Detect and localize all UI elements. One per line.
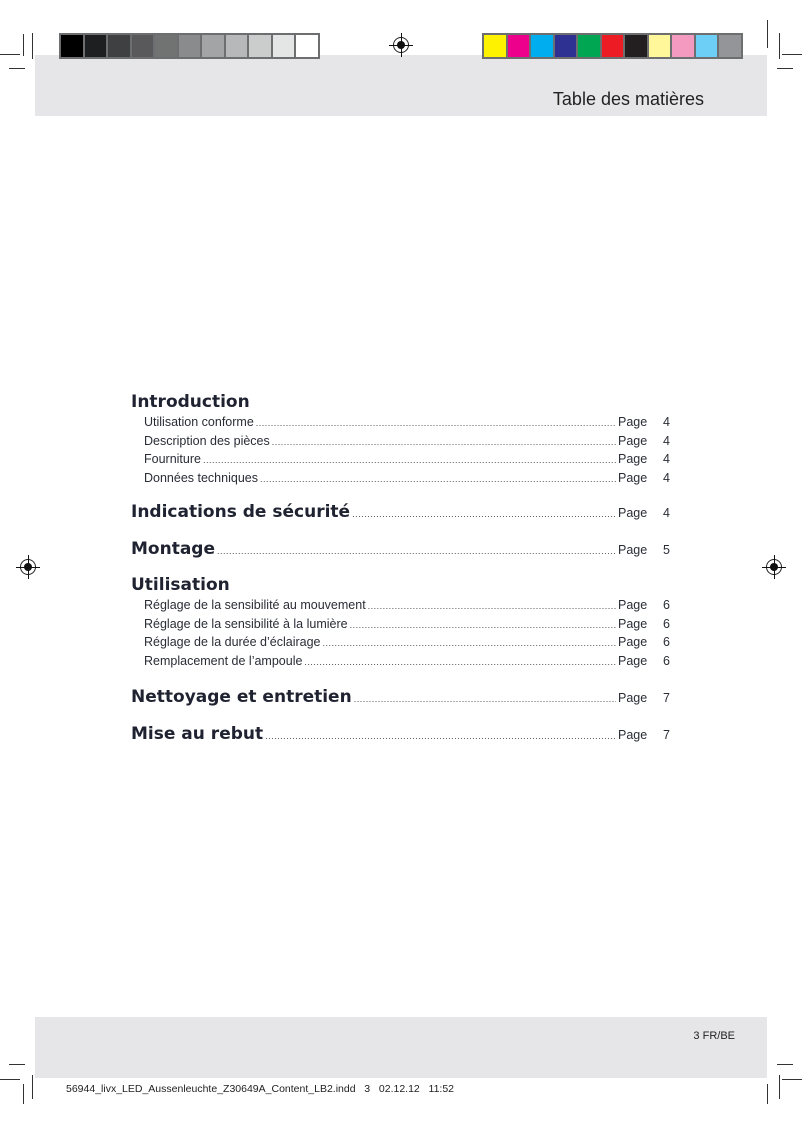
- crop-mark: [767, 20, 768, 48]
- page-number: 7: [663, 691, 670, 705]
- page-word: Page: [618, 470, 648, 485]
- crop-mark: [777, 68, 793, 69]
- toc-entry-rebut[interactable]: [131, 724, 670, 744]
- color-swatch: [719, 35, 741, 57]
- toc-entry-label: Mise au rebut: [131, 724, 264, 744]
- page-number: 6: [663, 653, 670, 668]
- toc-entry-label: Réglage de la sensibilité à la lumière: [144, 616, 348, 631]
- dot-leader: [272, 437, 616, 447]
- toc-entry-securite[interactable]: [131, 502, 670, 522]
- page-number-footer: 3 FR/BE: [693, 1030, 735, 1042]
- crop-mark: [782, 1079, 802, 1080]
- color-swatch: [555, 35, 577, 57]
- toc-entry-label: Remplacement de l’ampoule: [144, 653, 303, 668]
- toc-entry-label: Indications de sécurité: [131, 502, 351, 522]
- crop-mark: [779, 1075, 780, 1099]
- gray-color-bar: [59, 33, 320, 59]
- page-number: 7: [663, 728, 670, 742]
- file-slug: 56944_livx_LED_Aussenleuchte_Z30649A_Content_LB2.indd 3 02.12.12 11:52: [66, 1083, 455, 1095]
- page-number: 4: [663, 506, 670, 520]
- page-number: 6: [663, 616, 670, 631]
- page-word: Page: [618, 543, 648, 557]
- page-word: Page: [618, 616, 648, 631]
- page-word: Page: [618, 506, 648, 520]
- toc-entry-label: Réglage de la sensibilité au mouvement: [144, 598, 366, 612]
- crop-mark: [9, 68, 25, 69]
- dot-leader: [265, 731, 616, 741]
- color-swatch: [696, 35, 718, 57]
- toc-entry[interactable]: [144, 635, 670, 649]
- toc-entry[interactable]: [144, 434, 670, 448]
- color-swatch: [602, 35, 624, 57]
- crop-mark: [779, 33, 780, 59]
- crop-mark: [0, 54, 20, 55]
- color-swatch: [179, 35, 201, 57]
- toc-entry-label: Réglage de la durée d’éclairage: [144, 635, 321, 649]
- page-number: 6: [663, 635, 670, 649]
- dot-leader: [260, 474, 616, 484]
- page-word: Page: [618, 691, 648, 705]
- page-word: Page: [618, 433, 648, 448]
- dot-leader: [368, 601, 616, 611]
- toc-entry[interactable]: [144, 471, 670, 485]
- color-swatch: [273, 35, 295, 57]
- toc-entry[interactable]: [144, 452, 670, 466]
- crop-mark: [9, 1064, 25, 1065]
- dot-leader: [203, 455, 616, 465]
- color-swatch: [202, 35, 224, 57]
- page-word: Page: [618, 598, 648, 612]
- crop-mark: [0, 1079, 20, 1080]
- color-swatch: [484, 35, 506, 57]
- dot-leader: [256, 418, 616, 428]
- toc-entry-label: Fourniture: [144, 452, 201, 466]
- dot-leader: [304, 657, 616, 667]
- color-swatch: [155, 35, 177, 57]
- section-heading-utilisation: Utilisation: [131, 575, 230, 595]
- section-heading-introduction: Introduction: [131, 392, 250, 412]
- dot-leader: [217, 546, 616, 556]
- crop-mark: [32, 33, 33, 59]
- toc-entry[interactable]: [144, 617, 670, 631]
- registration-mark-icon: [20, 559, 36, 575]
- page-number: 6: [663, 598, 670, 612]
- footer-band: [35, 1017, 767, 1078]
- toc-entry-label: Utilisation conforme: [144, 415, 254, 429]
- color-swatch: [649, 35, 671, 57]
- color-swatch: [85, 35, 107, 57]
- crop-mark: [32, 1075, 33, 1099]
- color-swatch: [226, 35, 248, 57]
- process-color-bar: [482, 33, 743, 59]
- color-swatch: [249, 35, 271, 57]
- page-word: Page: [618, 653, 648, 668]
- crop-mark: [23, 34, 24, 56]
- dot-leader: [352, 509, 616, 519]
- color-swatch: [508, 35, 530, 57]
- color-swatch: [625, 35, 647, 57]
- page-word: Page: [618, 452, 648, 466]
- color-swatch: [672, 35, 694, 57]
- dot-leader: [323, 638, 616, 648]
- crop-mark: [777, 1064, 793, 1065]
- page-word: Page: [618, 635, 648, 649]
- color-swatch: [108, 35, 130, 57]
- registration-mark-icon: [766, 559, 782, 575]
- toc-entry-montage[interactable]: [131, 539, 670, 559]
- page-number: 4: [663, 415, 670, 429]
- toc-entry[interactable]: [144, 415, 670, 429]
- color-swatch: [296, 35, 318, 57]
- crop-mark: [23, 1084, 24, 1104]
- color-swatch: [132, 35, 154, 57]
- registration-mark-icon: [393, 37, 409, 53]
- toc-entry[interactable]: [144, 598, 670, 612]
- color-swatch: [531, 35, 553, 57]
- dot-leader: [354, 694, 616, 704]
- toc-entry-label: Nettoyage et entretien: [131, 687, 352, 707]
- page-number: 4: [663, 470, 670, 485]
- page-title: Table des matières: [552, 89, 704, 109]
- toc-entry[interactable]: [144, 654, 670, 668]
- toc-entry-nettoyage[interactable]: [131, 687, 670, 707]
- page-word: Page: [618, 728, 648, 742]
- page-number: 4: [663, 452, 670, 466]
- color-swatch: [61, 35, 83, 57]
- toc-entry-label: Données techniques: [144, 470, 258, 485]
- color-swatch: [578, 35, 600, 57]
- toc-entry-label: Montage: [131, 539, 215, 559]
- crop-mark: [782, 54, 802, 55]
- dot-leader: [350, 620, 616, 630]
- page-number: 5: [663, 543, 670, 557]
- page-number: 4: [663, 433, 670, 448]
- toc-entry-label: Description des pièces: [144, 433, 270, 448]
- crop-mark: [767, 1084, 768, 1104]
- page-word: Page: [618, 415, 648, 429]
